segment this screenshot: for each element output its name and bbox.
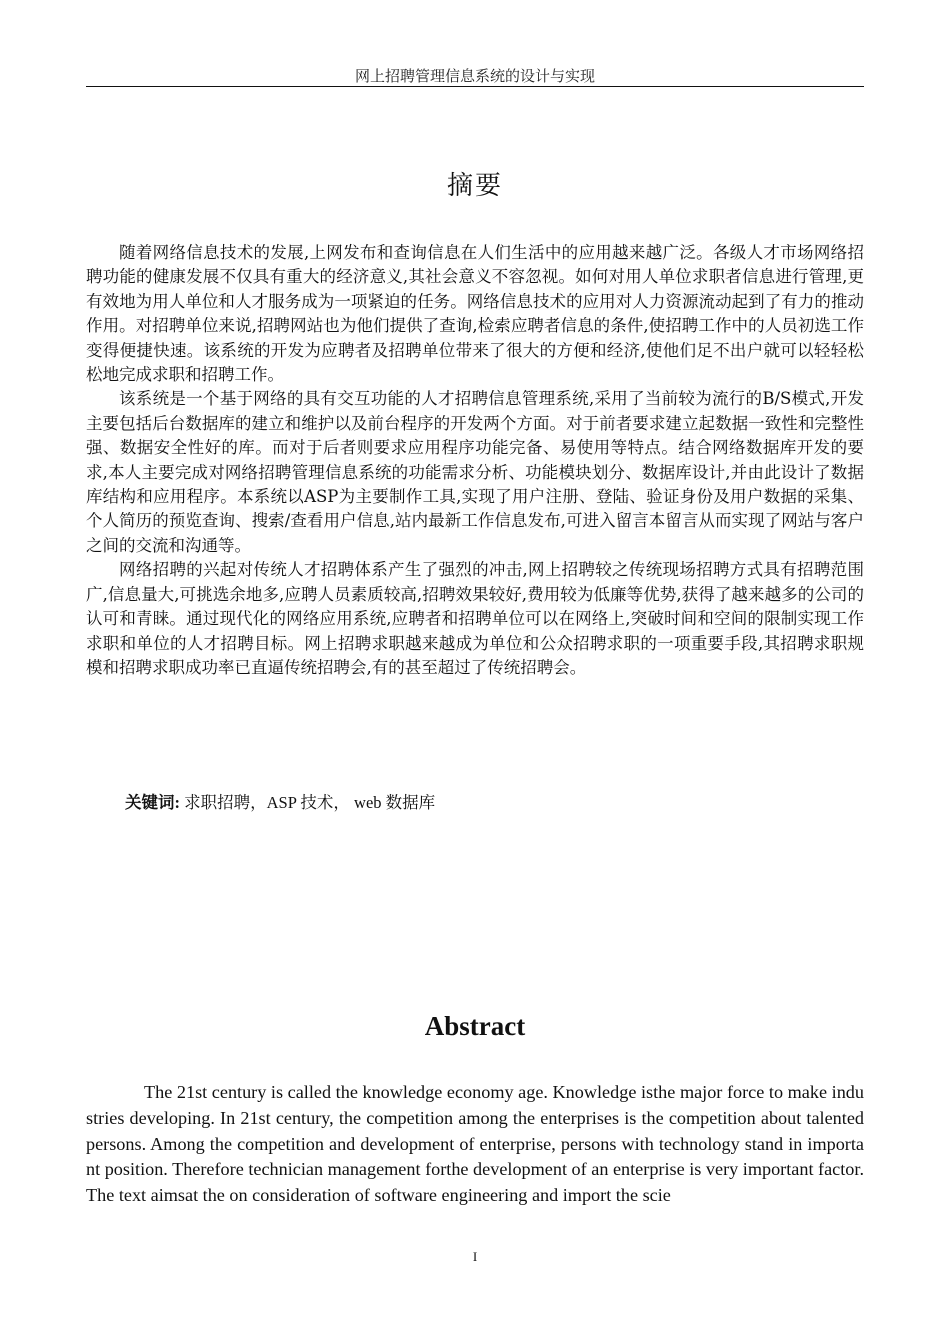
abstract-cn-paragraph-1: 随着网络信息技术的发展,上网发布和查询信息在人们生活中的应用越来越广泛。各级人才市场网络招聘功能的健康发展不仅具有重大的经济意义,其社会意义不容忽视。如何对用人单位求职者信息进行管理,更有效地为用人单位和人才服务成为一项紧迫的任务。网络信息技术的应用对人力资源流动起到了有力的推动作用。对招聘单位来说,招聘网站也为他们提供了查询,检索应聘者信息的条件,使招聘工作中的人员初选工作变得便捷快速。该系统的开发为应聘者及招聘单位带来了很大的方便和经济,使他们足不出户就可以轻轻松松地完成求职和招聘工作。 — [86, 243, 864, 385]
header-divider — [86, 86, 864, 87]
abstract-cn-paragraph-3: 网络招聘的兴起对传统人才招聘体系产生了强烈的冲击,网上招聘较之传统现场招聘方式具有招聘范围广,信息量大,可挑选余地多,应聘人员素质较高,招聘效果较好,费用较为低廉等优势,获得了越来越多的公司的认可和青睐。通过现代化的网络应用系统,应聘者和招聘单位可以在网络上,突破时间和空间的限制实现工作求职和单位的人才招聘目标。网上招聘求职越来越成为单位和公众招聘求职的一项重要手段,其招聘求职规模和招聘求职成功率已直逼传统招聘会,有的甚至超过了传统招聘会。 — [86, 560, 864, 677]
abstract-en-title: Abstract — [424, 1011, 526, 1041]
abstract-cn-paragraph-2: 该系统是一个基于网络的具有交互功能的人才招聘信息管理系统,采用了当前较为流行的B/S模式,开发主要包括后台数据库的建立和维护以及前台程序的开发两个方面。对于前者要求建立起数据一致性和完整性强、数据安全性好的库。而对于后者则要求应用程序功能完备、易使用等特点。结合网络数据库开发的要求,本人主要完成对网络招聘管理信息系统的功能需求分析、功能模块划分、数据库设计,并由此设计了数据库结构和应用程序。本系统以ASP为主要制作工具,实现了用户注册、登陆、验证身份及用户数据的采集、个人简历的预览查询、搜索/查看用户信息,站内最新工作信息发布,可进入留言本留言从而实现了网站与客户之间的交流和沟通等。 — [86, 389, 864, 555]
abstract-en-paragraph: The 21st century is called the knowledge economy age. Knowledge isthe major force to make industries developing. In 21st century, the competition among the enterprises is the competition about talented persons. Among the competition and development of enterprise, persons with technology stand in important position. Therefore technician management forthe development of an enterprise is very important factor.The text aimsat the on consideration of software engineering and import the scie — [86, 1082, 864, 1206]
running-header: 网上招聘管理信息系统的设计与实现 — [354, 67, 595, 85]
keywords-value: 求职招聘，ASP 技术， web 数据库 — [180, 793, 436, 812]
page-number: I — [472, 1249, 478, 1264]
abstract-cn-title: 摘要 — [446, 171, 503, 201]
keywords-label: 关键词: — [125, 793, 180, 812]
keywords-line — [125, 791, 435, 815]
abstract-cn-body — [86, 241, 864, 680]
